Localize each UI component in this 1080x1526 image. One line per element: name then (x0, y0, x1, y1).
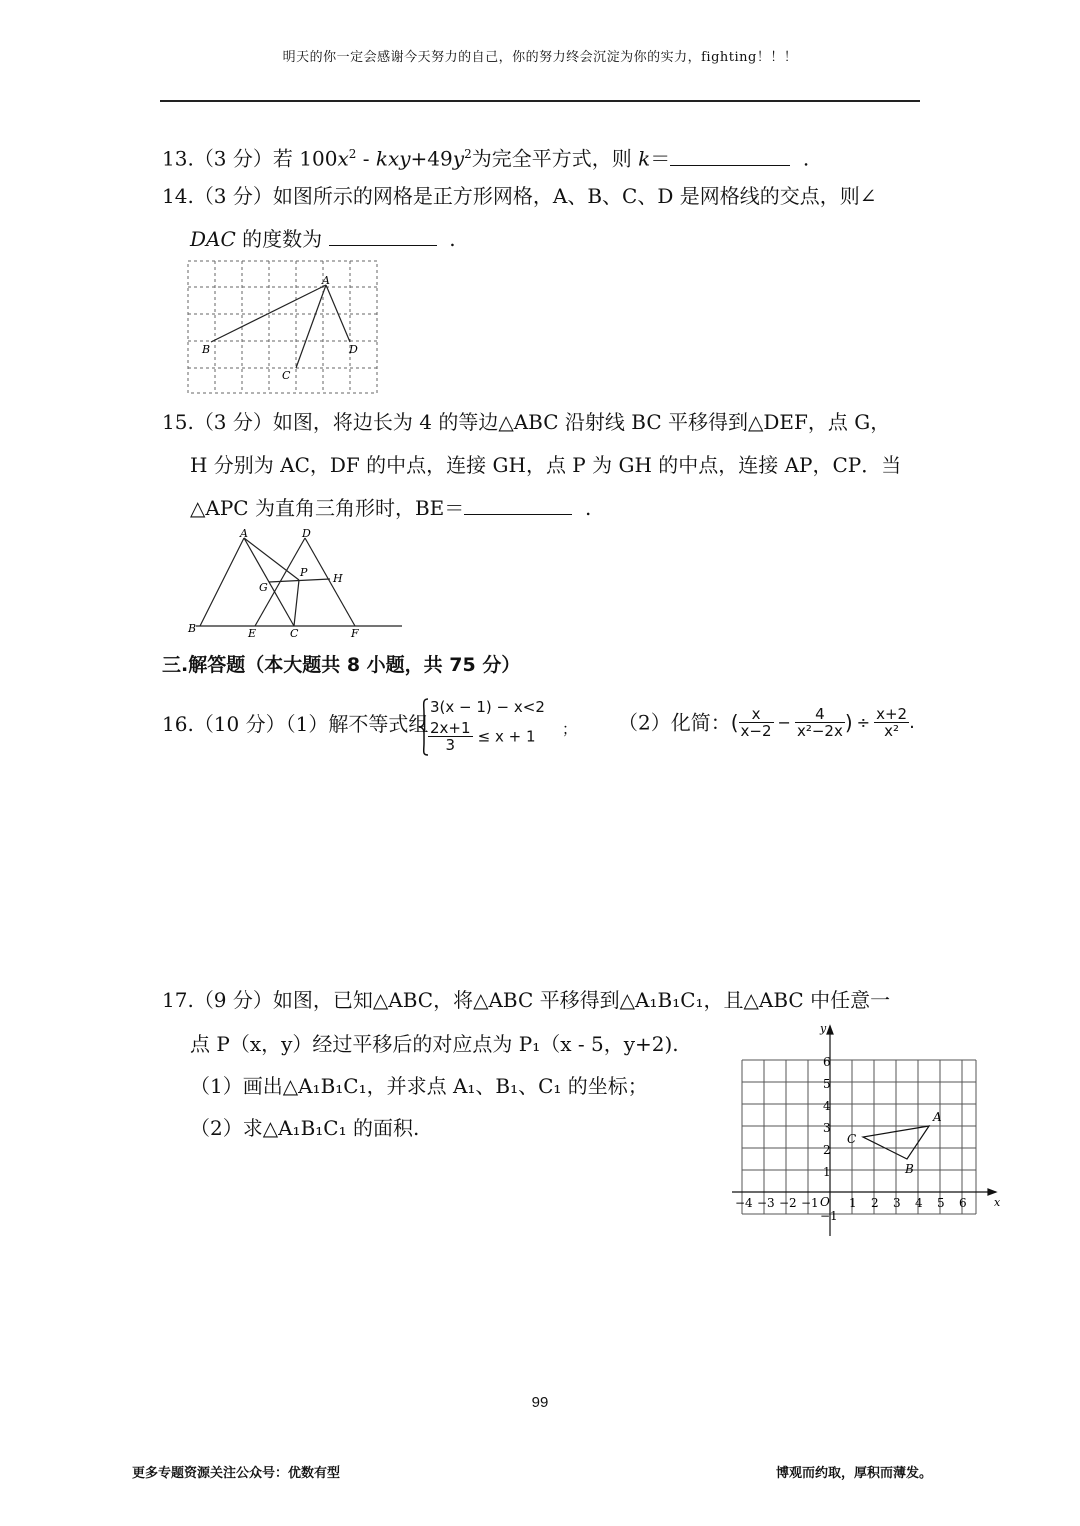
q13-text-e: ＝ (650, 146, 671, 171)
q17-y-tick: 2 (823, 1143, 831, 1157)
q16-inequality-1: 3(x − 1) − x<2 (430, 698, 545, 716)
q14-label-a: A (322, 274, 330, 287)
q17-x-arrow (988, 1189, 996, 1195)
q16-divide: ÷ (856, 713, 871, 732)
q17-x-tick: −3 (757, 1196, 775, 1210)
q13-kxy: kxy (375, 146, 411, 171)
q14-grid-figure (186, 258, 382, 398)
q14-text-line2: 的度数为 (235, 227, 329, 251)
q17-x-ticks (735, 1196, 967, 1210)
question-17-line1 (162, 988, 890, 1012)
q16-ineq2-rest: ≤ x + 1 (477, 727, 536, 746)
q15-text-line1: 如图，将边长为 4 的等边△ABC 沿射线 BC 平移得到△DEF，点 G， (272, 410, 891, 434)
q13-x: x (337, 146, 349, 171)
q17-x-tick: 5 (937, 1196, 945, 1210)
q15-segment-cp (294, 580, 299, 626)
question-15-line3 (190, 496, 591, 520)
q16-frac-3 (874, 706, 909, 739)
q15-label-h: H (333, 572, 343, 585)
q16-minus: − (777, 713, 791, 732)
q17-y-axis-label: y (820, 1022, 827, 1035)
q16-end: . (909, 712, 915, 733)
header-motto: 明天的你一定会感谢今天努力的自己，你的努力终会沉淀为你的实力，fighting！！！ (282, 50, 798, 65)
q13-text-b: - (356, 146, 376, 171)
q15-score: （3 分） (193, 410, 273, 434)
question-14-line2 (190, 227, 456, 251)
footer-right-motto: 博观而约取，厚积而薄发。 (776, 1466, 933, 1481)
q13-text-d: 为完全平方式，则 (471, 146, 639, 171)
q14-label-b: B (202, 343, 211, 356)
q17-y-tick: 3 (823, 1121, 831, 1135)
q16-part1-label: （1）解不等式组 (285, 712, 429, 736)
q16-f3-num: x+2 (876, 705, 908, 723)
q16-ineq2-fraction (428, 720, 473, 753)
q13-text-a: 若 100 (272, 146, 338, 171)
q17-x-tick: 1 (849, 1196, 857, 1210)
question-16-part2: （2）化简：( $\frac{x}{x-2}$ − $\frac{4}{\text{x²−2x}}$ ) ÷ $\frac{x+2}{\text{x²}}$ . (618, 705, 915, 740)
q17-score: （9 分） (193, 988, 273, 1012)
page-number: 99 (531, 1394, 549, 1411)
q17-x-tick: 2 (871, 1196, 879, 1210)
q17-y-tick: 1 (823, 1165, 831, 1179)
header-divider (160, 100, 920, 102)
q17-x-tick: 6 (959, 1196, 967, 1210)
q17-y-tick: 4 (823, 1099, 831, 1113)
q13-sup2: 2 (464, 147, 472, 161)
q13-sup1: 2 (348, 147, 357, 161)
q16-frac-2 (795, 706, 845, 739)
q13-score: （3 分） (193, 146, 273, 171)
q17-y-tick: 5 (823, 1077, 831, 1091)
q16-number: 16. (162, 712, 194, 736)
question-15-line1 (162, 410, 890, 434)
question-17-sub2: （2）求△A₁B₁C₁ 的面积. (190, 1116, 420, 1140)
q15-label-g: G (259, 581, 268, 594)
q13-number: 13. (162, 146, 194, 171)
q16-ineq2-num: 2x+1 (430, 719, 471, 737)
question-17-sub1: （1）画出△A₁B₁C₁，并求点 A₁、B₁、C₁ 的坐标； (190, 1074, 648, 1098)
q14-label-d: D (349, 343, 358, 356)
q17-y-tick: −1 (820, 1209, 838, 1223)
q15-label-f: F (351, 627, 359, 640)
q14-number: 14. (162, 184, 194, 208)
question-16-part1 (162, 712, 428, 736)
q16-f2-num: 4 (795, 706, 845, 723)
q17-y-tick: 6 (823, 1055, 831, 1069)
q15-label-p: P (300, 566, 308, 579)
q17-coordinate-grid (728, 1018, 1004, 1240)
q17-x-tick: −1 (801, 1196, 819, 1210)
q13-y: y (452, 146, 465, 171)
q17-x-tick: 4 (915, 1196, 923, 1210)
footer-left-note: 更多专题资源关注公众号：优数有型 (132, 1466, 341, 1481)
q17-origin-label: O (820, 1195, 830, 1209)
q13-end: . (802, 146, 810, 171)
q15-end: . (584, 496, 592, 520)
question-15-line2: H 分别为 AC，DF 的中点，连接 GH，点 P 为 GH 的中点，连接 AP，CP．当 (190, 453, 902, 477)
q14-answer-blank[interactable] (329, 227, 437, 246)
q15-translation-figure (184, 526, 406, 644)
section-3-title: 三.解答题（本大题共 8 小题，共 75 分） (162, 654, 521, 676)
q15-side-ab (200, 538, 244, 626)
q15-text-line3: △APC 为直角三角形时，BE＝ (190, 496, 465, 520)
q17-x-tick: −4 (735, 1196, 753, 1210)
q14-score: （3 分） (193, 184, 273, 208)
question-14-line1 (162, 184, 877, 208)
q17-x-tick: −2 (779, 1196, 797, 1210)
q17-text-line1: 如图，已知△ABC，将△ABC 平移得到△A₁B₁C₁，且△ABC 中任意一 (272, 988, 891, 1012)
q16-f3-den: x² (884, 722, 899, 740)
q17-x-axis-label: x (994, 1196, 1001, 1209)
q17-point-label-a: A (933, 1110, 942, 1124)
q15-label-a: A (240, 527, 248, 540)
q17-x-tick: 3 (893, 1196, 901, 1210)
q15-label-e: E (248, 627, 257, 640)
q15-answer-blank[interactable] (464, 496, 572, 515)
question-17-line2: 点 P（x，y）经过平移后的对应点为 P₁（x - 5，y+2). (190, 1032, 679, 1056)
q15-label-d: D (302, 527, 311, 540)
q14-dac: DAC (190, 227, 236, 251)
q15-segment-ap (244, 538, 299, 580)
q14-text-line1: 如图所示的网格是正方形网格，A、B、C、D 是网格线的交点，则∠ (272, 184, 877, 208)
q15-number: 15. (162, 410, 194, 434)
q16-f2-den: x²−2x (796, 722, 843, 740)
q17-number: 17. (162, 988, 194, 1012)
q17-grid-lines (742, 1060, 976, 1214)
q15-label-b: B (188, 622, 197, 635)
q16-inequality-2 (428, 720, 536, 753)
q16-ineq2-den: 3 (445, 736, 456, 754)
q16-f1-num: x (739, 706, 774, 723)
q16-score: （10 分） (193, 712, 286, 736)
q17-y-arrow (827, 1026, 833, 1034)
q15-side-df (305, 538, 355, 626)
q17-point-label-b: B (905, 1162, 914, 1176)
q16-frac-1 (739, 706, 774, 739)
q14-label-c: C (282, 369, 291, 382)
q16-part2-label: （2）化简： (618, 710, 731, 735)
q17-point-label-c: C (847, 1132, 857, 1146)
q13-answer-blank[interactable] (670, 147, 790, 166)
q15-label-c: C (290, 627, 299, 640)
q13-k: k (638, 146, 651, 171)
q16-semicolon: ； (562, 720, 578, 738)
q16-f1-den: x−2 (740, 722, 772, 740)
q14-end: . (449, 227, 456, 251)
q13-text-c: +49 (410, 146, 453, 171)
question-13 (162, 142, 809, 171)
